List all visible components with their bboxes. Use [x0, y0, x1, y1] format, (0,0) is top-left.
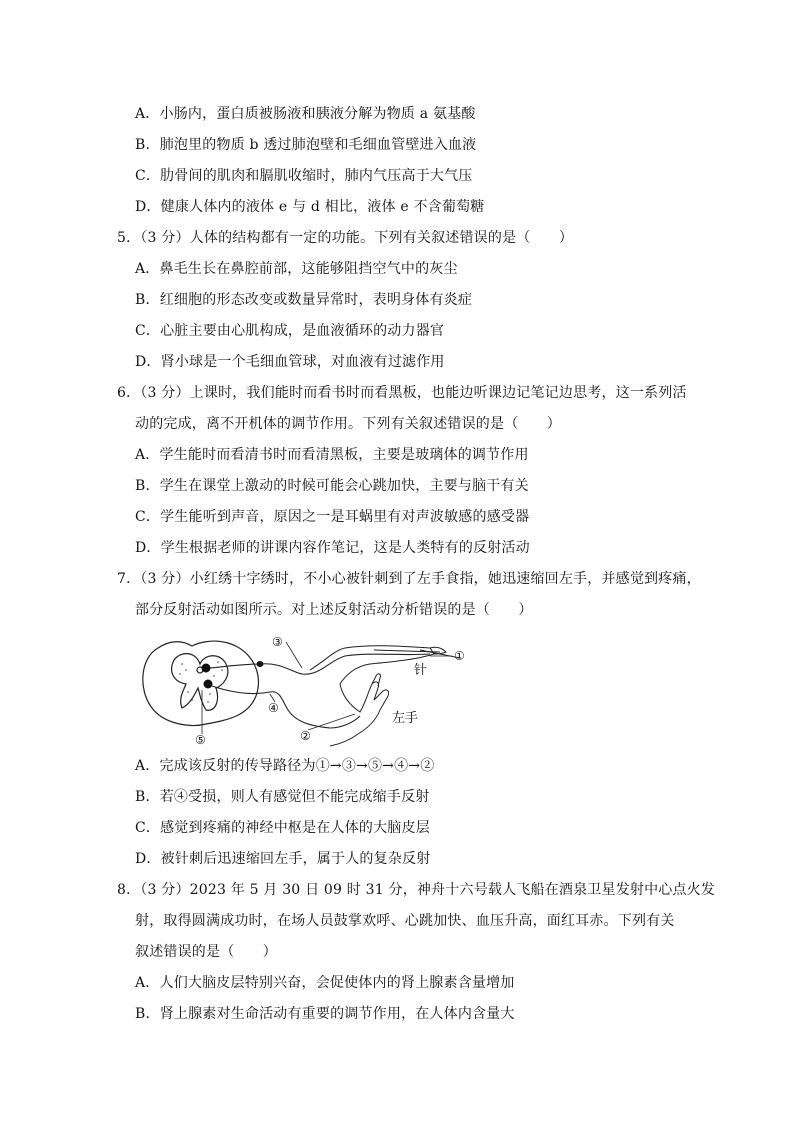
reflex-arc-figure	[130, 630, 480, 750]
q4-option-a: A．小肠内，蛋白质被肠液和胰液分解为物质 a 氨基酸	[135, 106, 476, 122]
q7-option-c: C．感觉到疼痛的神经中枢是在人体的大脑皮层	[135, 820, 430, 836]
needle-label: 针	[414, 663, 428, 678]
q6-stem-line1: 6．（3 分）上课时，我们能时而看书时而看黑板，也能边听课边记笔记边思考，这一系列活	[117, 385, 687, 401]
sensory-nerve	[210, 654, 430, 674]
q5-option-c: C．心脏主要由心肌构成，是血液循环的动力器官	[135, 323, 445, 339]
q8-stem-line1: 8．（3 分）2023 年 5 月 30 日 09 时 31 分，神舟十六号载人飞船在酒泉卫星发射中心点火发	[117, 882, 716, 898]
label-3: ③	[272, 635, 283, 649]
motor-nerve	[212, 686, 360, 728]
q4-option-d: D．健康人体内的液体 e 与 d 相比，液体 e 不含葡萄糖	[135, 199, 485, 215]
q8-stem-line3: 叙述错误的是（ ）	[135, 944, 277, 960]
label-1: ①	[454, 649, 465, 663]
spinal-cord	[143, 641, 259, 725]
q6-option-d: D．学生根据老师的讲课内容作笔记，这是人类特有的反射活动	[135, 540, 530, 556]
q5-option-a: A．鼻毛生长在鼻腔前部，这能够阻挡空气中的灰尘	[135, 261, 458, 277]
q8-option-a: A．人们大脑皮层特别兴奋，会促使体内的肾上腺素含量增加	[135, 975, 515, 991]
label-4: ④	[268, 701, 279, 715]
q5-stem: 5．（3 分）人体的结构都有一定的功能。下列有关叙述错误的是（ ）	[117, 230, 574, 246]
q7-option-b: B．若④受损，则人有感觉但不能完成缩手反射	[135, 789, 430, 805]
q6-stem-line2: 动的完成，离不开机体的调节作用。下列有关叙述错误的是（ ）	[135, 416, 561, 432]
q8-stem-line2: 射，取得圆满成功时，在场人员鼓掌欢呼、心跳加快、血压升高，面红耳赤。下列有关	[135, 913, 675, 929]
q6-option-b: B．学生在课堂上激动的时候可能会心跳加快，主要与脑干有关	[135, 478, 529, 494]
q6-option-c: C．学生能听到声音，原因之一是耳蜗里有对声波敏感的感受器	[135, 509, 530, 525]
q7-option-a: A．完成该反射的传导路径为①→③→⑤→④→②	[135, 758, 435, 774]
reflex-arc-diagram	[130, 630, 480, 750]
left-hand-label: 左手	[392, 711, 419, 726]
q7-option-d: D．被针刺后迅速缩回左手，属于人的复杂反射	[135, 851, 431, 867]
q7-stem-line2: 部分反射活动如图所示。对上述反射活动分析错误的是（ ）	[135, 602, 533, 618]
interneurons	[202, 664, 213, 689]
q6-option-a: A．学生能时而看清书时而看清黑板，主要是玻璃体的调节作用	[135, 447, 529, 463]
label-2: ②	[300, 729, 311, 743]
q4-option-c: C．肋骨间的肌肉和膈肌收缩时，肺内气压高于大气压	[135, 168, 473, 184]
q4-option-b: B．肺泡里的物质 b 透过肺泡壁和毛细血管壁进入血液	[135, 137, 477, 153]
q7-stem-line1: 7．（3 分）小红绣十字绣时，不小心被针刺到了左手食指，她迅速缩回左手，并感觉到疼痛，	[117, 571, 701, 587]
arm-outline	[310, 646, 446, 746]
q5-option-d: D．肾小球是一个毛细血管球，对血液有过滤作用	[135, 354, 445, 370]
q8-option-b: B．肾上腺素对生命活动有重要的调节作用，在人体内含量大	[135, 1006, 515, 1022]
label-5: ⑤	[195, 733, 206, 747]
q5-option-b: B．红细胞的形态改变或数量异常时，表明身体有炎症	[135, 292, 473, 308]
